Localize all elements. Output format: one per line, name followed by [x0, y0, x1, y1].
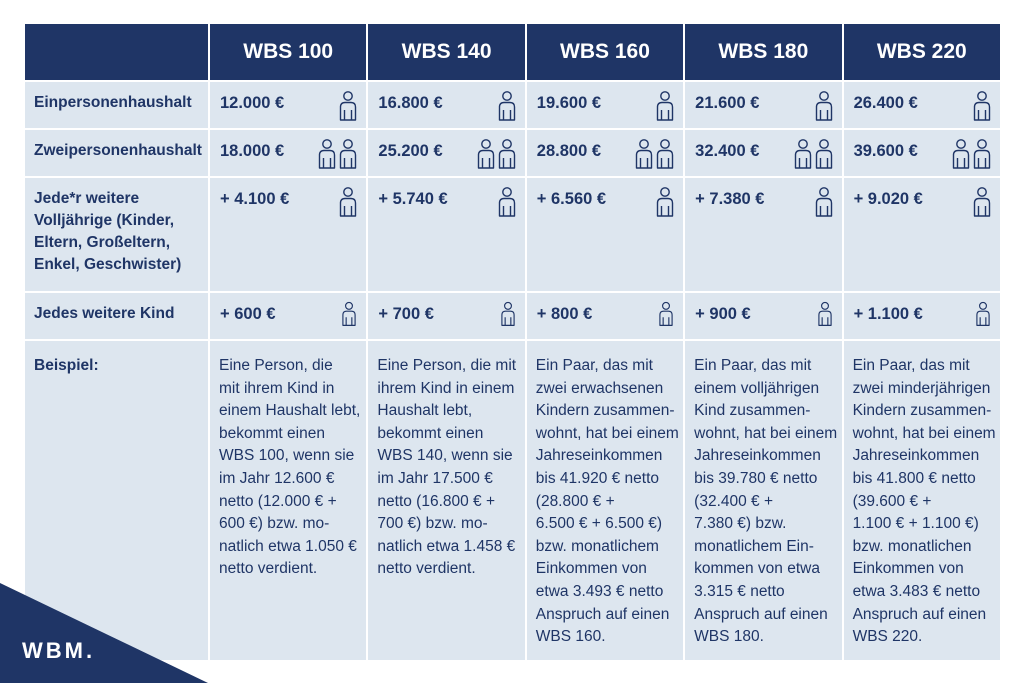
amount: 25.200 € [378, 142, 443, 160]
example-line: (39.600 € + [852, 492, 932, 510]
child-icon [816, 301, 834, 327]
example-line: 1.100 € + 1.100 €) [852, 515, 979, 533]
example-line: bzw. monatlichem [535, 537, 659, 555]
person-figure-icon [338, 90, 358, 122]
person-figure-icon [814, 186, 834, 218]
value-cell [368, 82, 524, 128]
person-figure-icon [317, 138, 337, 170]
child-icon [657, 301, 675, 327]
example-line: monatlichem Ein- [694, 537, 814, 555]
example-line: wohnt, hat bei einem [535, 424, 679, 442]
example-line: Kind zusammen- [694, 402, 811, 420]
adult-icon [655, 186, 675, 218]
example-line: netto verdient. [219, 560, 318, 578]
value-cell [527, 293, 683, 339]
example-line: bekommt einen [377, 424, 484, 442]
person-figure-icon [655, 90, 675, 122]
example-line: kommen von etwa [694, 560, 820, 578]
example-line: 700 €) bzw. mo- [377, 515, 488, 533]
example-line: 600 €) bzw. mo- [219, 515, 330, 533]
column-header-wbs-160: WBS 160 [527, 24, 683, 80]
example-line: Ein Paar, das mit [535, 357, 653, 374]
amount: 28.800 € [536, 142, 602, 160]
amount: + 5.740 € [378, 190, 448, 208]
row-label-line: Jede*r weitere [34, 190, 140, 207]
person-figure-icon [972, 90, 992, 122]
example-text-wbs-180 [685, 341, 841, 660]
amount: 26.400 € [853, 94, 918, 112]
example-line: bzw. monatlichen [852, 537, 972, 555]
amount: 32.400 € [695, 142, 760, 160]
example-line: natlich etwa 1.458 € [377, 537, 516, 555]
adult-icon [497, 186, 517, 218]
example-line: Jahreseinkommen [535, 447, 663, 465]
logo-corner-shape [0, 583, 208, 683]
person-figure-icon [814, 138, 834, 170]
example-line: bis 41.800 € netto [852, 469, 976, 487]
example-line: 3.315 € netto [694, 582, 785, 600]
example-line: Kindern zusammen- [852, 402, 992, 420]
value-cell [527, 82, 683, 128]
amount: 16.800 € [378, 94, 443, 112]
example-line: ihrem Kind in einem [377, 379, 515, 397]
person-icon [655, 90, 675, 122]
wbs-income-table-container [23, 22, 1002, 662]
example-line: zwei minderjährigen [852, 379, 991, 397]
row-zweipersonenhaushalt [25, 130, 1000, 176]
example-line: WBS 100, wenn sie [219, 447, 355, 465]
amount: + 6.560 € [536, 190, 607, 208]
example-line: Haushalt lebt, [377, 402, 473, 420]
amount: + 4.100 € [220, 190, 290, 208]
example-line: Jahreseinkommen [694, 447, 821, 465]
example-line: bis 39.780 € netto [694, 469, 818, 487]
child-icon [340, 301, 358, 327]
person-figure-icon [951, 138, 971, 170]
two-persons-icon [634, 138, 675, 170]
person-figure-icon [657, 301, 675, 327]
row-label-line: Zweipersonenhaushalt [34, 142, 202, 159]
person-figure-icon [972, 186, 992, 218]
example-text-wbs-220 [844, 341, 1000, 660]
example-line: netto verdient. [377, 560, 476, 578]
example-line: im Jahr 17.500 € [377, 469, 493, 487]
example-text-wbs-160 [527, 341, 683, 660]
person-figure-icon [476, 138, 496, 170]
example-text-wbs-140 [368, 341, 524, 660]
example-line: Ein Paar, das mit [852, 357, 970, 374]
example-line: Anspruch auf einen [694, 605, 828, 623]
example-line: im Jahr 12.600 € [219, 469, 335, 487]
row-label [25, 82, 208, 128]
value-cell [210, 293, 366, 339]
person-figure-icon [497, 90, 517, 122]
amount: 21.600 € [695, 94, 760, 112]
value-cell [527, 178, 683, 291]
value-cell [844, 130, 1000, 176]
table-header-row [25, 24, 1000, 80]
column-header-wbs-180: WBS 180 [685, 24, 841, 80]
amount: 39.600 € [853, 142, 918, 160]
column-header-wbs-220: WBS 220 [844, 24, 1000, 80]
column-header-wbs-140: WBS 140 [368, 24, 524, 80]
example-line: Kindern zusammen- [535, 402, 675, 420]
example-line: wohnt, hat bei einem [852, 424, 996, 442]
value-cell [844, 82, 1000, 128]
example-line: WBS 160. [535, 628, 606, 646]
child-icon [499, 301, 517, 327]
example-line: netto (16.800 € + [377, 492, 496, 510]
example-line: WBS 180. [694, 628, 764, 646]
person-figure-icon [972, 138, 992, 170]
amount: + 800 € [536, 305, 593, 323]
column-header-wbs-100: WBS 100 [210, 24, 366, 80]
amount: + 700 € [378, 305, 434, 323]
row-label-line: Enkel, Geschwister) [34, 256, 182, 273]
wbm-logo: WBM. [22, 638, 96, 663]
example-line: Einkommen von [852, 560, 964, 578]
person-figure-icon [655, 186, 675, 218]
two-persons-icon [951, 138, 992, 170]
value-cell [685, 293, 841, 339]
example-line: WBS 220. [852, 628, 923, 646]
value-cell [368, 130, 524, 176]
example-line: Anspruch auf einen [852, 605, 987, 623]
wbs-income-table [23, 22, 1002, 662]
person-figure-icon [974, 301, 992, 327]
amount: 19.600 € [536, 94, 602, 112]
amount: + 900 € [695, 305, 751, 323]
value-cell [844, 293, 1000, 339]
example-line: Eine Person, die mit [377, 357, 517, 374]
row-label-line: Eltern, Großeltern, [34, 234, 171, 251]
person-figure-icon [655, 138, 675, 170]
two-persons-icon [793, 138, 834, 170]
person-figure-icon [497, 138, 517, 170]
row-einpersonenhaushalt [25, 82, 1000, 128]
row-weitere-volljaehrige [25, 178, 1000, 291]
example-line: zwei erwachsenen [535, 379, 664, 397]
amount: 18.000 € [220, 142, 285, 160]
example-line: etwa 3.493 € netto [535, 582, 664, 600]
two-persons-icon [476, 138, 517, 170]
person-icon [814, 90, 834, 122]
adult-icon [814, 186, 834, 218]
amount: 12.000 € [220, 94, 285, 112]
example-line: bis 41.920 € netto [535, 469, 660, 487]
example-line: Einkommen von [535, 560, 647, 578]
example-line: Jahreseinkommen [852, 447, 980, 465]
person-icon [338, 90, 358, 122]
value-cell [685, 82, 841, 128]
row-label-line: Einpersonenhaushalt [34, 94, 192, 111]
example-line: 6.500 € + 6.500 €) [535, 515, 663, 533]
example-line: (28.800 € + [535, 492, 615, 510]
value-cell [685, 130, 841, 176]
header-corner-cell [25, 24, 208, 80]
example-line: 7.380 €) bzw. [694, 515, 787, 533]
value-cell [210, 82, 366, 128]
value-cell [210, 130, 366, 176]
child-icon [974, 301, 992, 327]
value-cell [210, 178, 366, 291]
value-cell [368, 293, 524, 339]
person-figure-icon [338, 138, 358, 170]
person-figure-icon [634, 138, 654, 170]
example-line: wohnt, hat bei einem [694, 424, 838, 442]
value-cell [844, 178, 1000, 291]
person-figure-icon [338, 186, 358, 218]
amount: + 9.020 € [853, 190, 923, 208]
two-persons-icon [317, 138, 358, 170]
row-label [25, 130, 208, 176]
example-line: bekommt einen [219, 424, 325, 442]
row-label-line: Volljährige (Kinder, [34, 212, 175, 229]
value-cell [527, 130, 683, 176]
row-weiteres-kind [25, 293, 1000, 339]
person-figure-icon [340, 301, 358, 327]
amount: + 1.100 € [853, 305, 923, 323]
example-line: (32.400 € + [694, 492, 774, 510]
example-line: Anspruch auf einen [535, 605, 670, 623]
person-figure-icon [814, 90, 834, 122]
adult-icon [338, 186, 358, 218]
person-icon [972, 90, 992, 122]
person-figure-icon [793, 138, 813, 170]
value-cell [368, 178, 524, 291]
example-line: etwa 3.483 € netto [852, 582, 981, 600]
example-line: natlich etwa 1.050 € [219, 537, 357, 555]
example-line: Ein Paar, das mit [694, 357, 812, 374]
amount: + 7.380 € [695, 190, 765, 208]
example-line: Eine Person, die [219, 357, 333, 374]
example-text-wbs-100 [210, 341, 366, 660]
row-label [25, 178, 208, 291]
person-icon [497, 90, 517, 122]
person-figure-icon [497, 186, 517, 218]
adult-icon [972, 186, 992, 218]
value-cell [685, 178, 841, 291]
example-line: mit ihrem Kind in [219, 379, 335, 397]
person-figure-icon [499, 301, 517, 327]
row-label [25, 293, 208, 339]
example-label: Beispiel: [34, 357, 99, 374]
amount: + 600 € [220, 305, 276, 323]
example-line: netto (12.000 € + [219, 492, 337, 510]
example-line: WBS 140, wenn sie [377, 447, 513, 465]
row-label-line: Jedes weitere Kind [34, 305, 175, 322]
example-line: einem volljährigen [694, 379, 820, 397]
example-line: einem Haushalt lebt, [219, 402, 361, 420]
person-figure-icon [816, 301, 834, 327]
